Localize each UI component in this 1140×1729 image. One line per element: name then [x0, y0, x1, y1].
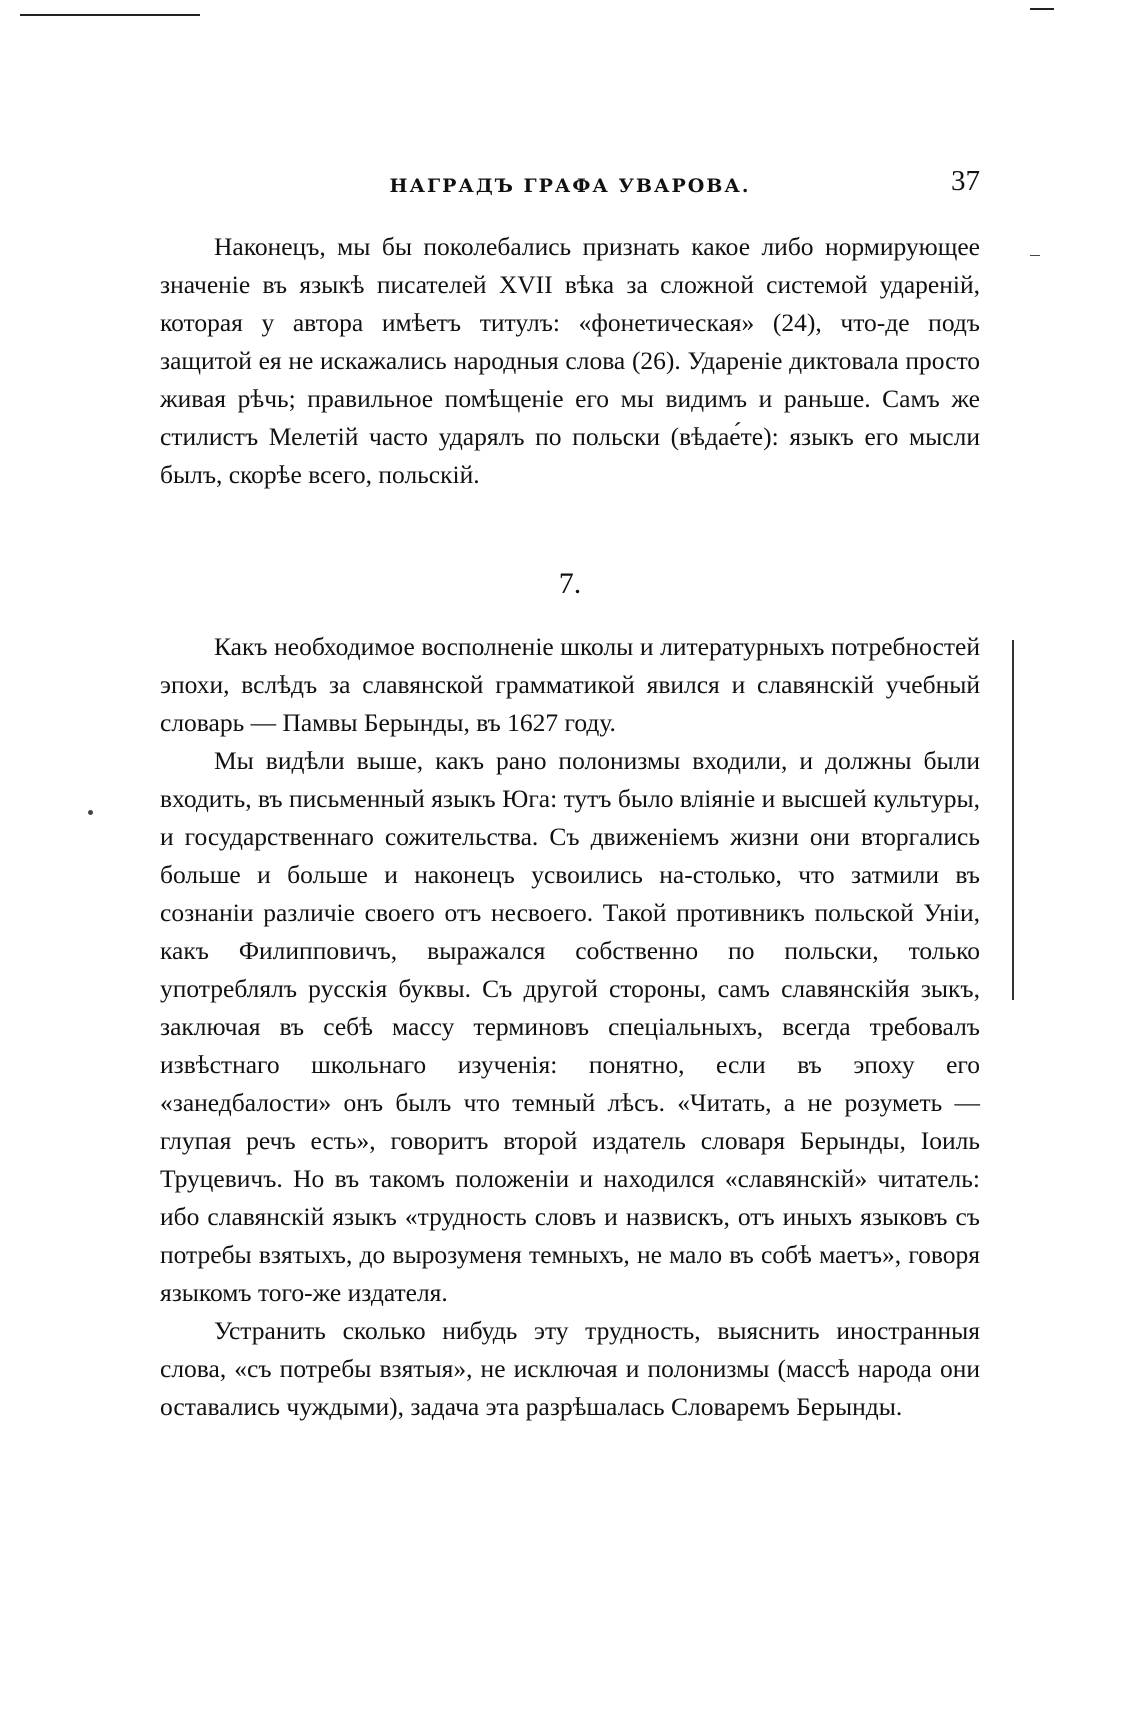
paragraph: Мы видѣли выше, какъ рано полонизмы входили, и должны были входить, въ письменный языкъ Юга: тутъ было вліяніе и высшей культуры, и государственнаго сожительства. Съ движеніемъ жизни они вторгались больше и больше и наконецъ усвоились на-столько, что затмили въ сознаніи различіе своего отъ несвоего. Такой противникъ польской Уніи, какъ Филипповичъ, выражался собственно по польски, только употреблялъ русскія буквы. Съ другой стороны, самъ славянскійя зыкъ, заключая въ себѣ массу терминовъ спеціальныхъ, всегда требовалъ извѣстнаго школьнаго изученія: понятно, если въ эпоху его «занедбалости» онъ былъ что темный лѣсъ. «Читать, а не розуметь — глупая речъ есть», говоритъ второй издатель словаря Берынды, Іоиль Труцевичъ. Но въ такомъ положеніи и находился «славянскій» читатель: ибо славянскій языкъ «трудность словъ и назвискъ, отъ иныхъ языковъ съ потребы взятыхъ, до вырозуменя темныхъ, не мало въ собѣ маетъ», говоря языкомъ того-же издателя.	[160, 746, 980, 1307]
section-number: 7.	[558, 567, 582, 600]
margin-mark-line	[1012, 640, 1014, 1000]
top-edge-mark	[1030, 8, 1054, 10]
running-head	[160, 165, 980, 205]
page-number: 37	[951, 165, 980, 197]
margin-speck	[1030, 255, 1040, 256]
paragraph: Наконецъ, мы бы поколебались признать какое либо нормирующее значеніе въ языкѣ писателей XVII вѣка за сложной системой удареній, которая у автора имѣетъ титулъ: «фонетическая» (24), что-де подъ защитой ея не искажались народныя слова (26). Удареніе диктовала просто живая рѣчь; правильное помѣщеніе его мы видимъ и раньше. Самъ же стилистъ Мелетій часто ударялъ по польски (вѣдае́те): языкъ его мысли былъ, скорѣе всего, польскій.	[160, 232, 980, 489]
text-block-bottom	[160, 628, 980, 1426]
margin-speck	[88, 810, 93, 815]
top-edge-rule	[20, 14, 200, 16]
paragraph: Устранить сколько нибудь эту трудность, выяснить иностранныя слова, «съ потребы взятыя», не исключая и полонизмы (массѣ народа они оставались чуждыми), задача эта разрѣшалась Словаремъ Берынды.	[160, 1316, 980, 1421]
text-block-top	[160, 228, 980, 494]
running-head-title: НАГРАДЪ ГРАФА УВАРОВА.	[389, 175, 751, 197]
paragraph: Какъ необходимое восполненіе школы и литературныхъ потребностей эпохи, вслѣдъ за славянской грамматикой явился и славянскій учебный словарь — Памвы Берынды, въ 1627 году.	[160, 632, 980, 737]
